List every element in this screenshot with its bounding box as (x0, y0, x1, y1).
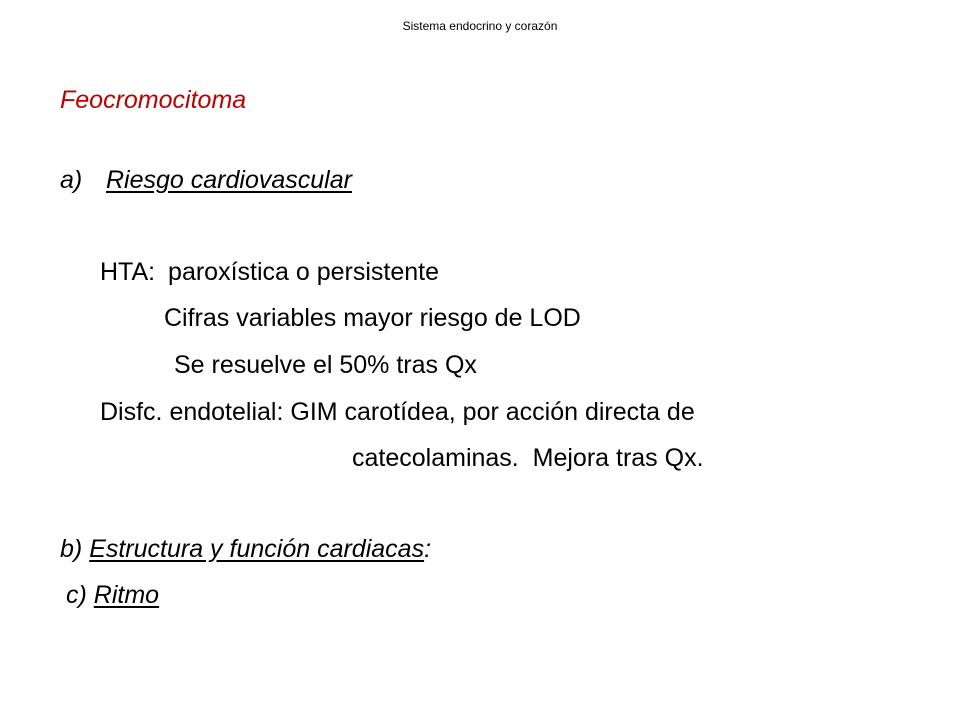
section-c-label: Ritmo (93, 581, 160, 609)
hta-label: HTA: (100, 258, 156, 286)
slide-title: Feocromocitoma (60, 86, 247, 114)
section-b-marker: b) (60, 535, 83, 563)
section-c-marker: c) (66, 581, 87, 609)
section-c (66, 579, 159, 611)
disfc-line-1: Disfc. endotelial: GIM carotídea, por acción directa de (100, 398, 695, 426)
slide-header: Sistema endocrino y corazón (402, 19, 558, 33)
hta-line (100, 256, 439, 288)
section-a-marker: a) (60, 166, 83, 194)
disfc-line-2: catecolaminas. Mejora tras Qx. (352, 444, 704, 472)
hta-value: paroxística o persistente (168, 258, 440, 286)
hta-line-2: Cifras variables mayor riesgo de LOD (164, 304, 581, 332)
section-b-label: Estructura y función cardiacas (89, 535, 425, 563)
section-b (60, 533, 431, 565)
section-a-label: Riesgo cardiovascular (106, 166, 352, 194)
hta-line-3: Se resuelve el 50% tras Qx (174, 351, 477, 379)
section-b-suffix: : (424, 535, 432, 563)
section-a (60, 164, 352, 196)
